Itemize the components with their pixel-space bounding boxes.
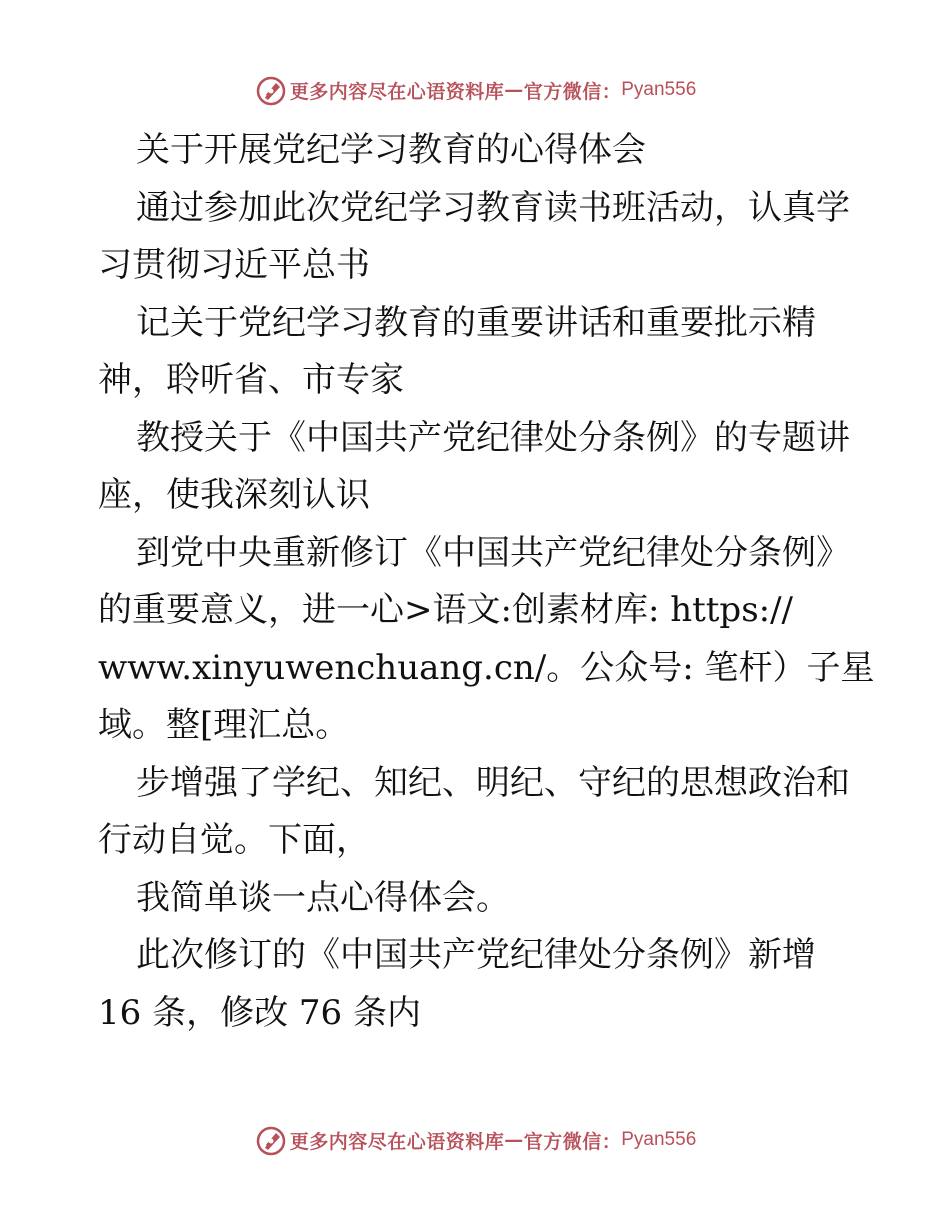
banner-official-label: 官方微信：	[523, 80, 622, 103]
document-body	[98, 122, 875, 1042]
paragraph-line: 的重要意义，进一心>语文:创素材库: https://	[98, 590, 794, 630]
paragraph-line: 座，使我深刻认识	[98, 475, 370, 515]
paragraph-line: 记关于党纪学习教育的重要讲话和重要批示精	[136, 302, 816, 343]
paragraph-line: 神，聆听省、市专家	[98, 360, 404, 400]
paragraph-line: 通过参加此次党纪学习教育读书班活动，认真学	[136, 187, 850, 228]
paragraph-line: 我简单谈一点心得体会。	[136, 877, 510, 918]
banner-wechat-handle: Pyan556	[621, 79, 697, 100]
paragraph-line: 到党中央重新修订《中国共产党纪律处分条例》	[136, 532, 850, 573]
banner-main-text: 更多内容尽在心语资料库	[289, 80, 505, 103]
banner-dash: —	[504, 1129, 524, 1151]
banner-wechat-handle: Pyan556	[621, 1129, 697, 1150]
banner-official-label: 官方微信：	[523, 1130, 622, 1153]
paragraph-line: 习贯彻习近平总书	[98, 245, 370, 285]
paragraph-line: www.xinyuwenchuang.cn/。公众号: 笔杆）子星	[98, 647, 875, 688]
footer-watermark-banner	[0, 1122, 950, 1158]
paragraph-line: 教授关于《中国共产党纪律处分条例》的专题讲	[136, 417, 850, 458]
pen-nib-circle-icon	[254, 1123, 288, 1157]
paragraph-line: 域。整[理汇总。	[98, 705, 350, 745]
pen-nib-circle-icon	[254, 73, 288, 107]
paragraph-line: 此次修订的《中国共产党纪律处分条例》新增	[136, 935, 816, 975]
header-watermark-banner	[0, 72, 950, 108]
paragraph-line: 步增强了学纪、知纪、明纪、守纪的思想政治和	[136, 762, 850, 803]
document-title: 关于开展党纪学习教育的心得体会	[136, 130, 646, 170]
paragraph-line: 16 条，修改 76 条内	[98, 992, 421, 1033]
banner-dash: —	[504, 79, 524, 101]
paragraph-line: 行动自觉。下面，	[98, 820, 370, 860]
banner-main-text: 更多内容尽在心语资料库	[289, 1130, 505, 1153]
